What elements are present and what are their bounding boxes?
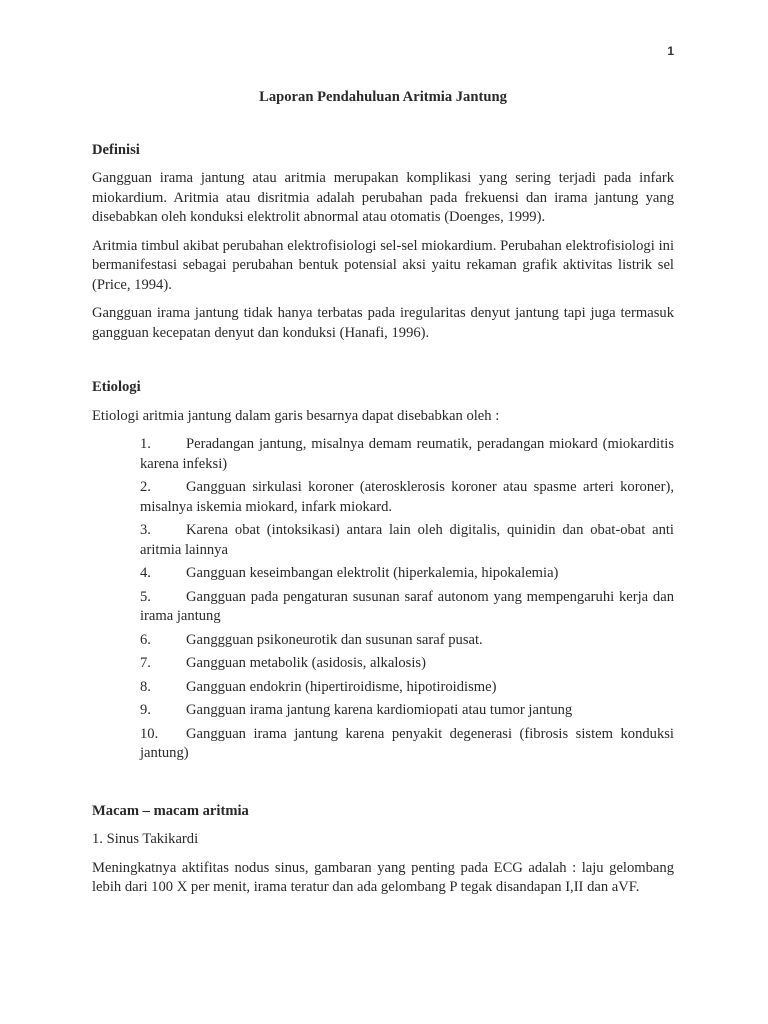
list-item-number: 8.	[140, 678, 151, 695]
list-item	[140, 435, 674, 474]
document-title: Laporan Pendahuluan Aritmia Jantung	[259, 89, 507, 105]
list-item-number: 6.	[140, 631, 151, 648]
list-item	[140, 701, 674, 721]
section-heading-etiologi: Etiologi	[92, 379, 141, 395]
list-item-number: 3.	[140, 522, 151, 538]
list-item-number: 5.	[140, 588, 151, 605]
list-item-text: Gangguan keseimbangan elektrolit (hiperkalemia, hipokalemia)	[186, 565, 559, 581]
list-item-number: 2.	[140, 479, 151, 495]
list-item-text: Peradangan jantung, misalnya demam reumatik, peradangan miokard (miokarditis karena infeksi)	[140, 436, 674, 472]
page-number: 1	[667, 44, 674, 58]
list-item-number: 4.	[140, 565, 151, 581]
list-item-text: Karena obat (intoksikasi) antara lain oleh digitalis, quinidin dan obat-obat anti aritmia lainnya	[140, 522, 674, 558]
list-item-text: Gangguan irama jantung karena penyakit degenerasi (fibrosis sistem konduksi jantung)	[140, 725, 674, 761]
paragraph: Meningkatnya aktifitas nodus sinus, gambaran yang penting pada ECG adalah : laju gelombang lebih dari 100 X per menit, irama teratur dan ada gelombang P tegak disandapan I,II dan aVF.	[92, 859, 674, 895]
list-item	[140, 631, 674, 651]
list-item-text: Gangguan endokrin (hipertiroidisme, hipotiroidisme)	[186, 678, 497, 695]
list-item-number: 7.	[140, 655, 151, 671]
list-item-number: 1.	[140, 436, 151, 452]
list-item	[140, 521, 674, 560]
list-item-text: Gangguan sirkulasi koroner (aterosklerosis koroner atau spasme arteri koroner), misalnya iskemia miokard, infark miokard.	[140, 479, 674, 515]
list-item	[140, 564, 674, 584]
list-item-text: Gangguan metabolik (asidosis, alkalosis)	[186, 655, 426, 671]
list-item	[140, 654, 674, 674]
list-item	[140, 588, 674, 627]
etiologi-list	[140, 435, 674, 764]
paragraph: Etiologi aritmia jantung dalam garis besarnya dapat disebabkan oleh :	[92, 407, 500, 424]
paragraph: Gangguan irama jantung tidak hanya terbatas pada iregularitas denyut jantung tapi juga termasuk gangguan kecepatan denyut dan konduksi (Hanafi, 1996).	[92, 305, 674, 341]
list-item-text: Gangguan irama jantung karena kardiomiopati atau tumor jantung	[186, 702, 573, 718]
list-item-number: 10.	[140, 725, 159, 742]
document-body	[92, 88, 674, 907]
subheading-sinus-takikardi: 1. Sinus Takikardi	[92, 831, 199, 847]
list-item	[140, 678, 674, 698]
section-heading-macam-aritmia: Macam – macam aritmia	[92, 802, 249, 819]
section-heading-definisi: Definisi	[92, 141, 140, 158]
list-item-text: Ganggguan psikoneurotik dan susunan saraf pusat.	[186, 631, 483, 648]
list-item	[140, 478, 674, 517]
list-item-text: Gangguan pada pengaturan susunan saraf autonom yang mempengaruhi kerja dan irama jantung	[140, 588, 674, 624]
list-item-number: 9.	[140, 702, 151, 718]
paragraph: Gangguan irama jantung atau aritmia merupakan komplikasi yang sering terjadi pada infark miokardium. Aritmia atau disritmia adalah perubahan pada frekuensi dan irama jantung yang disebabkan oleh konduksi elektrolit abnormal atau otomatis (Doenges, 1999).	[92, 170, 674, 225]
list-item	[140, 725, 674, 764]
paragraph: Aritmia timbul akibat perubahan elektrofisiologi sel-sel miokardium. Perubahan elektrofisiologi ini bermanifestasi sebagai perubahan bentuk potensial aksi yaitu rekaman grafik aktivitas listrik sel (Price, 1994).	[92, 237, 674, 293]
